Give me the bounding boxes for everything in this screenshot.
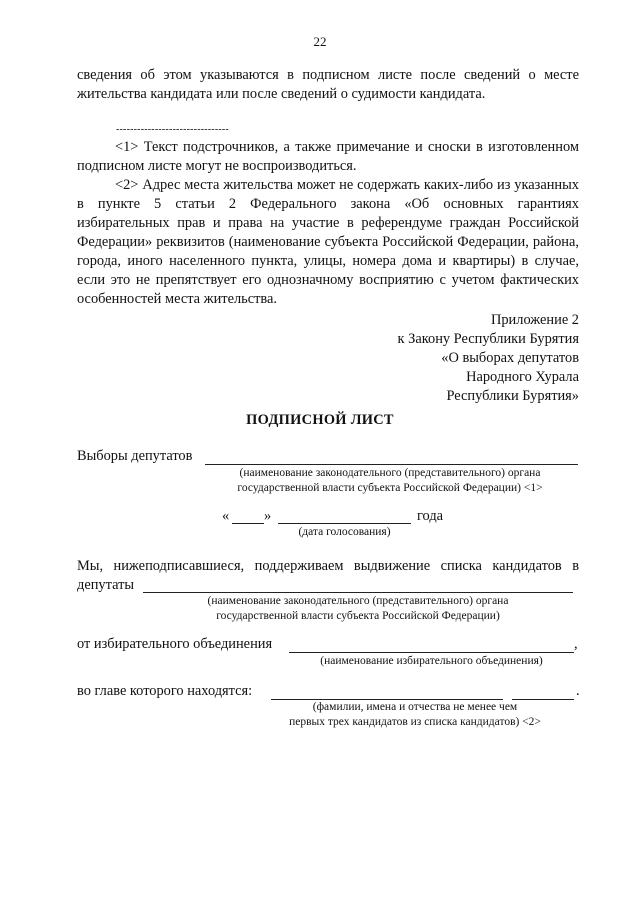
support-caption: (наименование законодательного (представительного) органа — [207, 595, 509, 607]
date-open-quote: « — [222, 508, 230, 524]
elections-caption: государственной власти субъекта Российской Федерации) <1> — [237, 482, 543, 494]
elections-blank-line — [205, 464, 578, 465]
date-close-quote: » — [264, 508, 272, 524]
head-caption: (фамилии, имена и отчества не менее чем — [312, 701, 518, 713]
appendix-line: «О выборах депутатов — [441, 350, 579, 366]
page-number: 22 — [313, 34, 327, 49]
head-dot: . — [576, 683, 580, 699]
support-label: депутаты — [77, 577, 135, 593]
date-caption: (дата голосования) — [298, 526, 391, 538]
date-year-label: года — [417, 508, 444, 524]
association-label: от избирательного объединения — [77, 636, 273, 652]
head-label: во главе которого находятся: — [77, 683, 253, 699]
appendix-line: к Закону Республики Бурятия — [397, 331, 579, 347]
footnote-1: <1> Текст подстрочников, а также примечание и сноски в изготовленном подписном листе могут не воспроизводиться. — [77, 139, 579, 174]
intro-paragraph: сведения об этом указываются в подписном листе после сведений о месте жительства кандидата или после сведений о судимости кандидата. — [77, 67, 579, 102]
form-title: ПОДПИСНОЙ ЛИСТ — [246, 412, 394, 428]
association-comma: , — [574, 636, 578, 652]
date-month-blank — [278, 523, 411, 524]
appendix-line: Народного Хурала — [466, 369, 579, 385]
footnote-separator: -------------------------------- — [116, 124, 229, 135]
appendix-block — [398, 311, 579, 406]
elections-label: Выборы депутатов — [77, 448, 193, 464]
head-caption: первых трех кандидатов из списка кандидатов) <2> — [289, 716, 541, 728]
support-blank-line — [143, 592, 573, 593]
support-text: Мы, нижеподписавшиеся, поддерживаем выдвижение списка кандидатов в — [77, 558, 579, 574]
appendix-line: Республики Бурятия» — [446, 388, 579, 404]
date-day-blank — [232, 523, 264, 524]
footnote-2: <2> Адрес места жительства может не содержать каких-либо из указанных в пункте 5 статьи 2 Федерального закона «Об основных гарантиях избирательных прав и права на участие в референдуме граждан Российской Федерации» реквизитов (наименование субъекта Российской Федерации, района, города, иного населенного пункта, улицы, номера дома и квартиры) в случае, если это не препятствует его однозначному восприятию с учетом фактических особенностей места жительства. — [77, 177, 579, 307]
appendix-line: Приложение 2 — [490, 312, 579, 328]
elections-caption: (наименование законодательного (представительного) органа — [239, 467, 541, 479]
association-blank-line — [289, 652, 574, 653]
support-caption: государственной власти субъекта Российской Федерации) — [216, 610, 500, 622]
association-caption: (наименование избирательного объединения) — [320, 655, 543, 667]
